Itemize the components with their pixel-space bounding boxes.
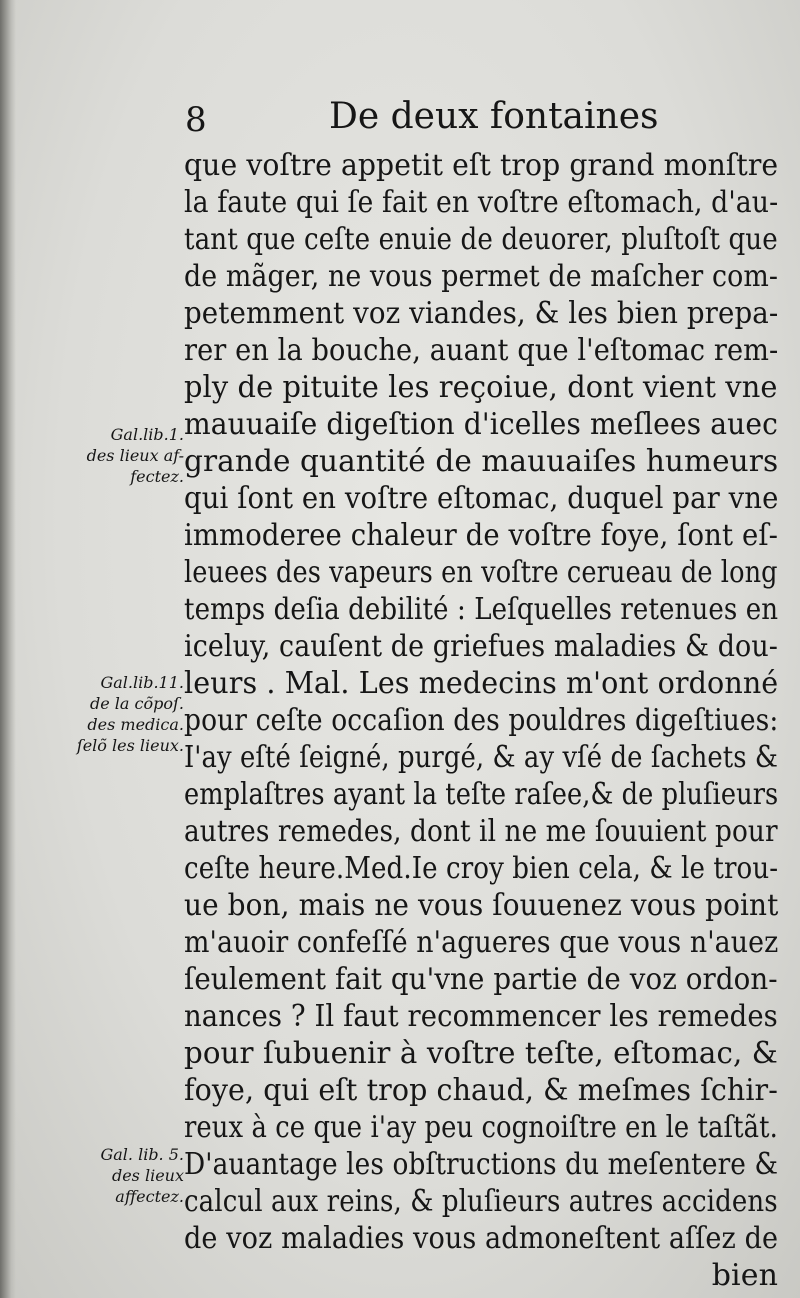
text-line: emplaſtres ayant la teſte raſee,& de pluſieurs — [184, 777, 779, 812]
text-line: iceluy, cauſent de griefues maladies & dou- — [184, 629, 778, 664]
marginal-note-line: de la cõpoſ. — [89, 694, 184, 713]
text-line: la faute qui ſe fait en voſtre eſtomach, d'au- — [184, 185, 779, 220]
text-line: rer en la bouche, auant que l'eſtomac rem- — [184, 333, 779, 368]
running-head: De deux fontaines — [329, 96, 659, 137]
marginal-note — [54, 1144, 184, 1207]
catchword: bien — [711, 1258, 778, 1293]
text-line: de voz maladies vous admoneſtent aſſez de — [184, 1221, 779, 1256]
marginal-note-line: Gal. lib. 5. — [100, 1145, 184, 1164]
text-line: leuees des vapeurs en voſtre cerueau de long — [184, 555, 778, 590]
text-line: ply de pituite les reçoiue, dont vient vne — [184, 370, 778, 405]
text-line: m'auoir confeſſé n'agueres que vous n'auez — [184, 925, 779, 960]
marginal-note-line: Gal.lib.11. — [100, 673, 184, 692]
text-line: D'auantage les obſtructions du meſentere & — [184, 1147, 779, 1182]
text-line: I'ay eſté ſeigné, purgé, & ay vſé de ſachets & — [184, 740, 778, 775]
text-line: de mãger, ne vous permet de maſcher com- — [184, 259, 779, 294]
text-line: temps deſia debilité : Leſquelles retenues en — [184, 592, 779, 627]
binding-shadow — [0, 0, 16, 1298]
text-line: grande quantité de mauuaiſes humeurs — [184, 444, 779, 479]
marginal-note-line: affectez. — [115, 1187, 184, 1206]
marginal-note-line: des lieux af- — [86, 446, 184, 465]
body-text — [184, 147, 778, 1294]
marginal-note-line: Gal.lib.1. — [110, 425, 184, 444]
text-line: foye, qui eſt trop chaud, & meſmes ſchir- — [184, 1073, 778, 1108]
text-line: leurs . Mal. Les medecins m'ont ordonné — [184, 666, 779, 701]
text-line: reux à ce que i'ay peu cognoiſtre en le taſtãt. — [184, 1110, 778, 1145]
text-line: calcul aux reins, & pluſieurs autres accidens — [184, 1184, 778, 1219]
text-line: pour ceſte occaſion des pouldres digeſtiues: — [184, 703, 779, 738]
marginal-note — [54, 424, 184, 487]
text-line: mauuaiſe digeſtion d'icelles meſlees auec — [184, 407, 778, 442]
marginal-note-line: des lieux — [111, 1166, 184, 1185]
text-line: autres remedes, dont il ne me ſouuient pour — [184, 814, 778, 849]
text-line: que voſtre appetit eſt trop grand monſtre — [184, 148, 779, 183]
text-line: ſeulement fait qu'vne partie de voz ordon- — [184, 962, 778, 997]
marginal-note-line: fectez. — [130, 467, 184, 486]
page-header — [185, 96, 665, 146]
page-number: 8 — [185, 100, 207, 140]
marginal-note — [54, 672, 184, 756]
text-line: petemment voz viandes, & les bien prepa- — [184, 296, 779, 331]
text-line: pour ſubuenir à voſtre teſte, eſtomac, & — [184, 1036, 778, 1071]
text-line: ue bon, mais ne vous ſouuenez vous point — [184, 888, 779, 923]
marginal-note-line: ſelõ les lieux. — [76, 736, 184, 755]
text-line: tant que ceſte enuie de deuorer, pluſtoſt que — [184, 222, 778, 257]
text-line: immoderee chaleur de voſtre foye, ſont eſ- — [184, 518, 778, 553]
marginal-note-line: des medica. — [87, 715, 184, 734]
text-line: ceſte heure.Med.Ie croy bien cela, & le trou- — [184, 851, 779, 886]
text-line: qui ſont en voſtre eſtomac, duquel par vne — [184, 481, 779, 516]
text-line: nances ? Il faut recommencer les remedes — [184, 999, 778, 1034]
